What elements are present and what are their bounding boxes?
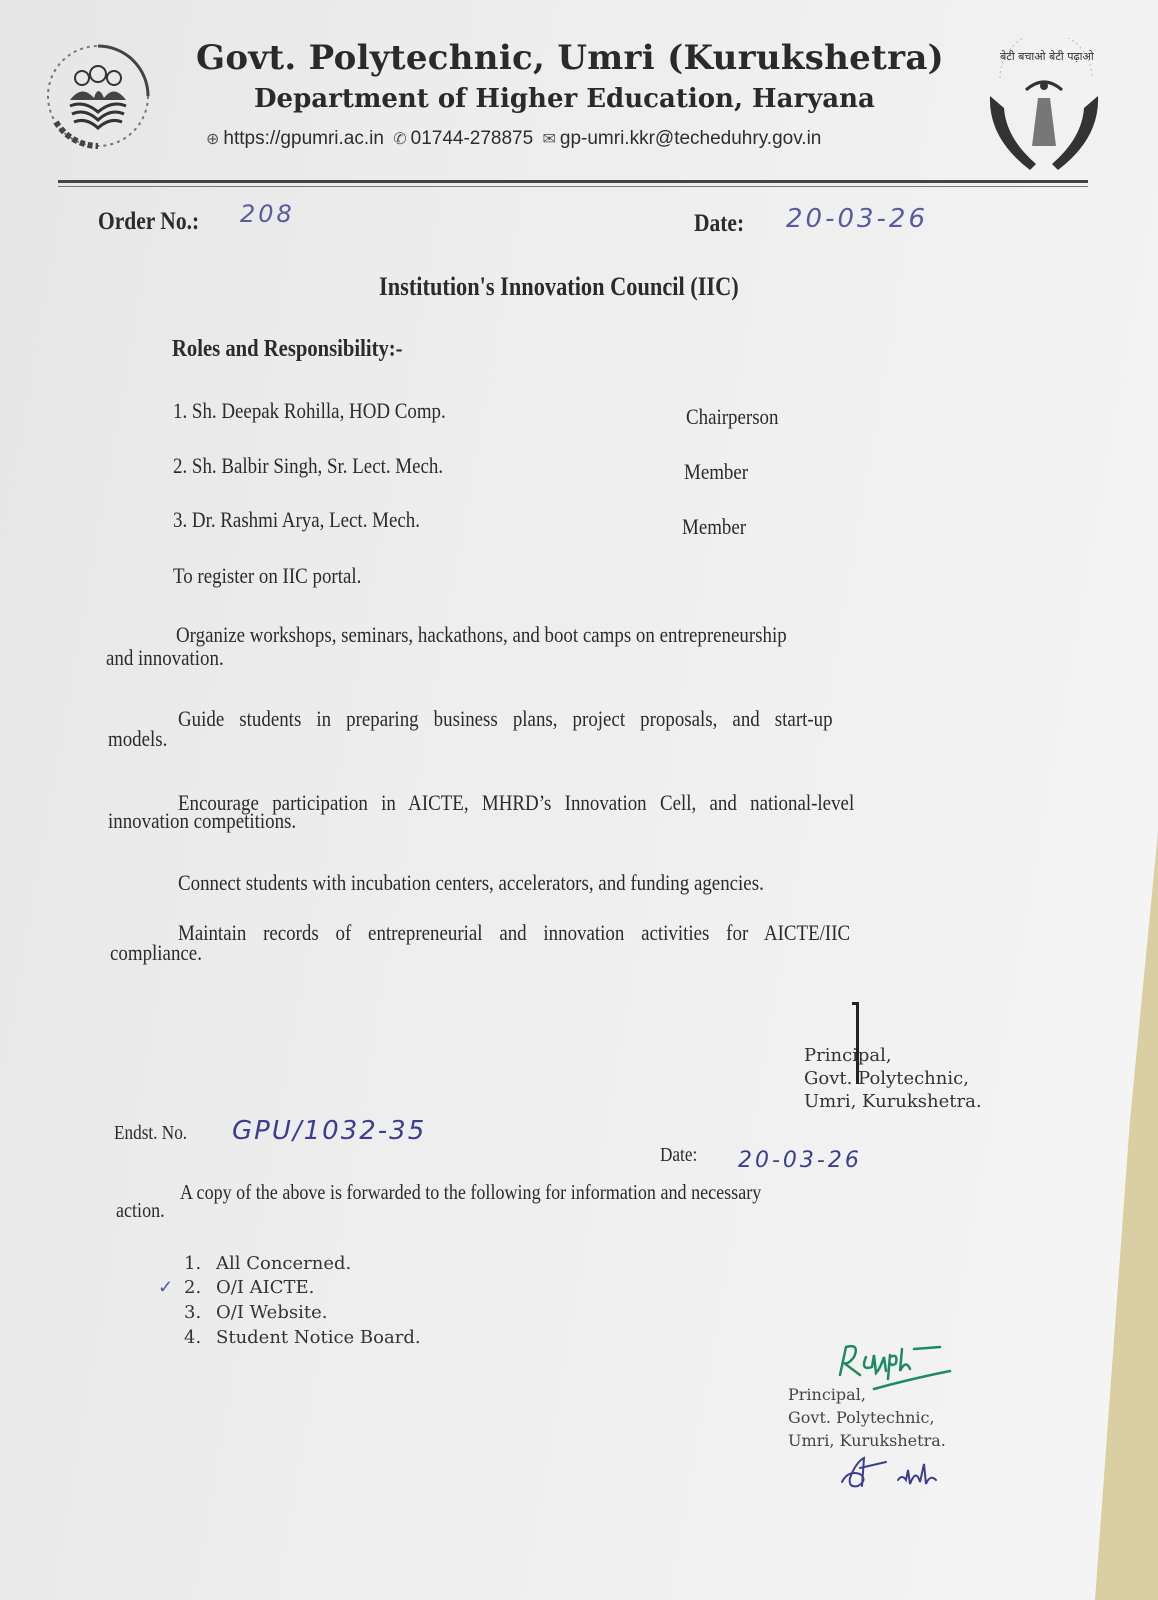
member-role: Member bbox=[684, 459, 749, 484]
roles-heading: Roles and Responsibility:- bbox=[172, 336, 403, 362]
department-name: Department of Higher Education, Haryana bbox=[254, 84, 875, 114]
signatory-location: Umri, Kurukshetra. bbox=[804, 1091, 982, 1112]
website-link[interactable]: https://gpumri.ac.in bbox=[223, 128, 384, 149]
document-title: Institution's Innovation Council (IIC) bbox=[379, 272, 739, 301]
svg-text:बेटी बचाओ बेटी पढ़ाओ: बेटी बचाओ बेटी पढ़ाओ bbox=[1000, 50, 1094, 63]
email-link[interactable]: gp-umri.kkr@techeduhry.gov.in bbox=[559, 128, 822, 149]
responsibility-item: Guide students in preparing business plans, project proposals, and start-up bbox=[178, 706, 833, 731]
phone-number: 01744-278875 bbox=[410, 128, 534, 149]
responsibility-item-cont: and innovation. bbox=[106, 645, 224, 670]
signatory-block-1 bbox=[804, 1044, 982, 1113]
signatory-block-2 bbox=[788, 1383, 946, 1452]
member-name: 3. Dr. Rashmi Arya, Lect. Mech. bbox=[173, 507, 420, 532]
member-name: 2. Sh. Balbir Singh, Sr. Lect. Mech. bbox=[173, 453, 444, 478]
institution-emblem-logo bbox=[38, 34, 156, 162]
member-name: 1. Sh. Deepak Rohilla, HOD Comp. bbox=[173, 398, 446, 423]
member-role: Chairperson bbox=[686, 404, 779, 429]
responsibility-item: Organize workshops, seminars, hackathons, and boot camps on entrepreneurship bbox=[176, 622, 787, 647]
header-rule bbox=[58, 180, 1088, 183]
order-date-label: Date: bbox=[694, 210, 745, 237]
initials-signature bbox=[838, 1450, 958, 1495]
copy-to-item: 3. O/I Website. bbox=[184, 1302, 328, 1323]
signatory-institution: Govt. Polytechnic, bbox=[804, 1068, 969, 1089]
responsibility-item: To register on IIC portal. bbox=[173, 563, 362, 588]
order-no-label: Order No.: bbox=[98, 208, 200, 235]
copy-to-item: 1. All Concerned. bbox=[184, 1253, 352, 1274]
header-rule-thin bbox=[58, 186, 1088, 187]
globe-icon: ⊕ bbox=[206, 131, 220, 148]
signatory-institution: Govt. Polytechnic, bbox=[788, 1408, 935, 1427]
copy-to-item: 2. O/I AICTE. bbox=[184, 1277, 315, 1298]
beti-bachao-logo bbox=[980, 38, 1110, 178]
responsibility-item-cont: innovation competitions. bbox=[108, 808, 297, 833]
checkmark-icon: ✓ bbox=[158, 1277, 174, 1297]
responsibility-item-cont: compliance. bbox=[110, 940, 202, 965]
order-date-value: 20-03-26 bbox=[786, 204, 929, 234]
signatory-location: Umri, Kurukshetra. bbox=[788, 1431, 946, 1450]
forward-text-cont: action. bbox=[116, 1198, 165, 1222]
institution-name: Govt. Polytechnic, Umri (Kurukshetra) bbox=[196, 38, 945, 78]
phone-icon: ✆ bbox=[393, 131, 407, 148]
forward-text: A copy of the above is forwarded to the following for information and necessary bbox=[180, 1180, 762, 1204]
contact-line bbox=[206, 128, 825, 150]
endst-value: GPU/1032-35 bbox=[232, 1116, 427, 1146]
mail-icon: ✉ bbox=[542, 131, 556, 148]
endst-label: Endst. No. bbox=[114, 1122, 188, 1144]
member-role: Member bbox=[682, 514, 747, 539]
signatory-title: Principal, bbox=[788, 1385, 866, 1404]
signatory-title: Principal, bbox=[804, 1045, 892, 1066]
responsibility-item-cont: models. bbox=[108, 726, 168, 751]
responsibility-item: Encourage participation in AICTE, MHRD’s Innovation Cell, and national-level bbox=[178, 790, 855, 815]
responsibility-item: Connect students with incubation centers, accelerators, and funding agencies. bbox=[178, 870, 764, 895]
endst-date-label: Date: bbox=[660, 1144, 698, 1166]
order-no-value: 208 bbox=[240, 200, 295, 228]
responsibility-item: Maintain records of entrepreneurial and innovation activities for AICTE/IIC bbox=[178, 920, 851, 945]
endst-date-value: 20-03-26 bbox=[738, 1148, 862, 1173]
copy-to-item: 4. Student Notice Board. bbox=[184, 1327, 421, 1348]
